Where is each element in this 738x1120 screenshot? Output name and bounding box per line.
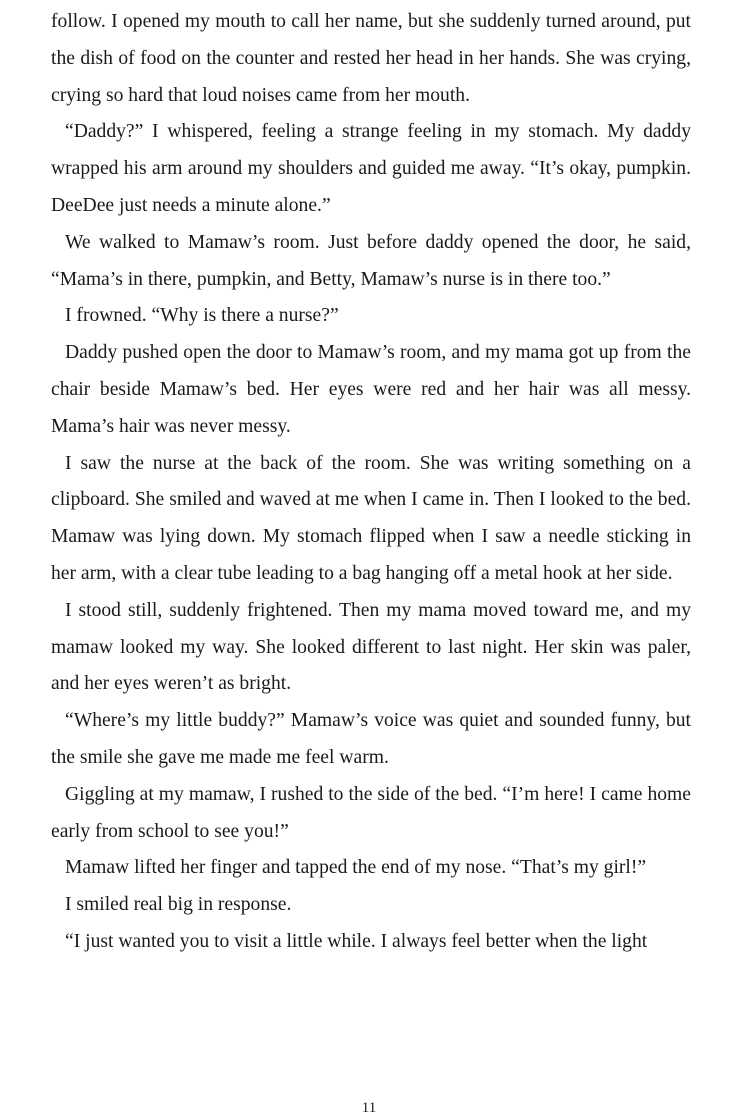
paragraph: “Daddy?” I whispered, feeling a strange feeling in my stomach. My daddy wrapped his arm around my shoulders and guided me away. “It’s okay, pumpkin. DeeDee just needs a minute alone.” (51, 121, 691, 216)
paragraph: Mamaw lifted her finger and tapped the end of my nose. “That’s my girl!” (65, 857, 647, 879)
paragraph: Daddy pushed open the door to Mamaw’s room, and my mama got up from the chair beside Mamaw’s bed. Her eyes were red and her hair was all messy. Mama’s hair was never messy. (51, 342, 691, 437)
paragraph: “Where’s my little buddy?” Mamaw’s voice was quiet and sounded funny, but the smile she gave me made me feel warm. (51, 710, 691, 768)
paragraph: I frowned. “Why is there a nurse?” (65, 305, 339, 327)
page-number: 11 (361, 1100, 377, 1116)
paragraph: “I just wanted you to visit a little while. I always feel better when the light (65, 930, 648, 952)
paragraph: I smiled real big in response. (65, 894, 292, 916)
paragraph-continued: follow. I opened my mouth to call her name, but she suddenly turned around, put the dish of food on the counter and rested her head in her hands. She was crying, crying so hard that loud noises came from her mouth. (51, 11, 691, 106)
paragraph: I stood still, suddenly frightened. Then my mama moved toward me, and my mamaw looked my way. She looked different to last night. Her skin was paler, and her eyes weren’t as bright. (51, 599, 691, 695)
paragraph: I saw the nurse at the back of the room. She was writing something on a clipboard. She smiled and waved at me when I came in. Then I looked to the bed. Mamaw was lying down. My stomach flipped when I saw a needle sticking in her arm, with a clear tube leading to a bag hanging off a metal hook at her side. (51, 452, 691, 584)
body-text (51, 4, 691, 961)
paragraph: We walked to Mamaw’s room. Just before daddy opened the door, he said, “Mama’s in there, pumpkin, and Betty, Mamaw’s nurse is in there too.” (51, 231, 691, 290)
paragraph: Giggling at my mamaw, I rushed to the side of the bed. “I’m here! I came home early from school to see you!” (51, 783, 691, 842)
